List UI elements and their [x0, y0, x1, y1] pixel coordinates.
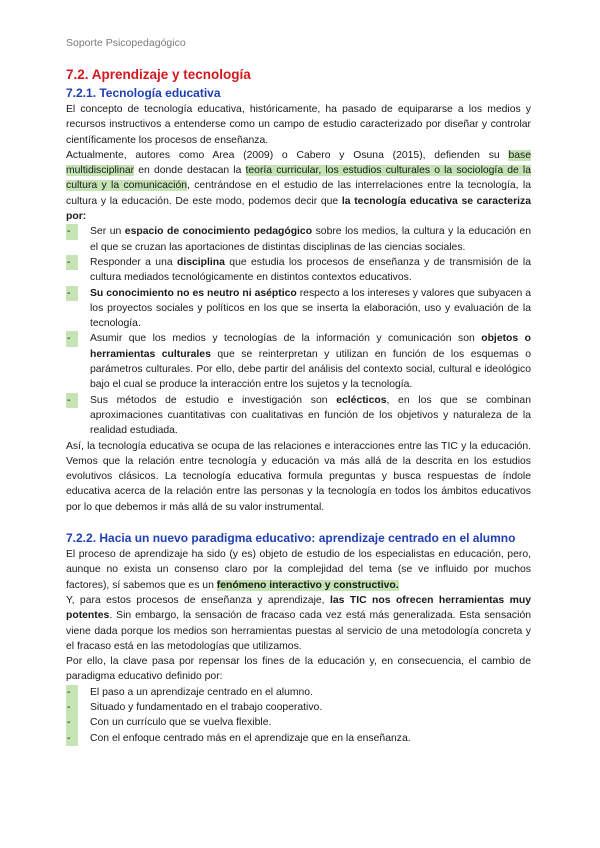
text: , en los que se combinan aproximaciones cuantitativas con cualitativas en función de los objetivos y naturaleza de la realidad estudiada.: [90, 394, 531, 437]
list-item: [66, 224, 531, 255]
text: sobre los medios, la cultura y la educación en el que se cruzan las aportaciones de distintas disciplinas de las ciencias sociales.: [90, 226, 531, 253]
dash-marker: -: [66, 224, 78, 239]
subsection-title-1: 7.2.1. Tecnología educativa: [66, 86, 221, 100]
bold-text: objetos o herramientas culturales: [90, 333, 531, 360]
bold-text: eclécticos: [336, 394, 387, 406]
dash-marker: -: [66, 286, 78, 301]
paragraph-tic-education: Así, la tecnología educativa se ocupa de las relaciones e interacciones entre las TIC y la educación. Vemos que la relación entre tecnología y educación va más allá de la descrita en los estudios evolutivos clásicos. La tecnología educativa formula preguntas y busca respuestas de índole educativa acerca de la relación entre las personas y la tecnología en todos los ámbitos educativos por lo que debemos ir más allá de su valor instrumental.: [66, 440, 531, 513]
list-item: [66, 393, 531, 439]
text: . Sin embargo, la sensación de fracaso cada vez está más generalizada. Esta sensación viene dada porque los medios son herramientas puestas al servicio de una metodología concreta y el fracaso está en las metodologías que utilizamos.: [66, 610, 531, 652]
paragraph-authors: [66, 148, 531, 224]
list-item: [66, 715, 531, 730]
text: , centrándose en el estudio de las interrelaciones entre la tecnología, la cultura y la educación. De este modo, podemos decir que: [66, 180, 531, 207]
paragraph-tic-tools: [66, 593, 531, 654]
highlight-multidisciplinar: base multidisciplinar: [66, 149, 531, 177]
dash-marker: -: [66, 731, 78, 746]
text: respecto a los intereses y valores que subyacen a los proyectos sociales y políticos en los que se inserta la elaboración, uso y evaluación de la tecnología.: [90, 287, 532, 330]
text: en donde destacan la: [134, 165, 246, 177]
text: Responder a una: [90, 256, 177, 268]
dash-marker: -: [66, 331, 78, 346]
list-item: [66, 731, 531, 746]
paradigm-list: [66, 685, 531, 746]
text: Ser un: [90, 226, 125, 238]
section-title: 7.2. Aprendizaje y tecnología: [66, 67, 251, 82]
bold-text: Su conocimiento no es neutro ni aséptico: [90, 287, 297, 299]
text: Actualmente, autores como Area (2009) o Cabero y Osuna (2015), defienden su: [66, 149, 509, 161]
list-item: [66, 685, 531, 700]
bold-characterized: la tecnología educativa se caracteriza por:: [66, 195, 531, 223]
text: Situado y fundamentado en el trabajo cooperativo.: [90, 701, 323, 713]
highlight-interactive-constructive: fenómeno interactivo y constructivo.: [216, 579, 399, 591]
dash-marker: -: [66, 255, 78, 270]
paragraph-learning-process: [66, 547, 531, 593]
bold-tic-tools: las TIC nos ofrecen herramientas muy potentes: [66, 594, 531, 622]
text: Con el enfoque centrado más en el aprendizaje que en la enseñanza.: [90, 732, 411, 744]
text: que estudia los procesos de enseñanza y de transmisión de la cultura mediados tecnológicamente en distintos contextos educativos.: [90, 256, 531, 284]
text: Con un currículo que se vuelva flexible.: [90, 717, 272, 729]
page-header: Soporte Psicopedagógico: [66, 37, 186, 49]
dash-marker: -: [66, 685, 78, 700]
characteristics-list: [66, 224, 531, 438]
text: Asumir que los medios y tecnologías de la información y comunicación son: [90, 333, 482, 345]
bold-text: espacio de conocimiento pedagógico: [124, 226, 313, 238]
text: que se reinterpretan y utilizan en función de los esquemas o parámetros culturales. Por ello, debe partir del análisis del contexto social, cultural e ideológico bajo el cual se produce la interacción entre los sujetos y la tecnología.: [90, 348, 531, 391]
list-item: [66, 255, 531, 286]
list-item: [66, 700, 531, 715]
subsection-title-2: 7.2.2. Hacia un nuevo paradigma educativo: aprendizaje centrado en el alumno: [66, 531, 516, 546]
paragraph-concept: El concepto de tecnología educativa, históricamente, ha pasado de equipararse a los medios y recursos instructivos a entenderse como un campo de estudio caracterizado por diseñar y controlar científicamente los procesos de enseñanza.: [66, 104, 531, 146]
paragraph-paradigm: Por ello, la clave pasa por repensar los fines de la educación y, en consecuencia, el cambio de paradigma educativo definido por:: [66, 656, 531, 683]
text: Y, para estos procesos de enseñanza y aprendizaje,: [66, 594, 330, 606]
text: El proceso de aprendizaje ha sido (y es) objeto de estudio de los especialistas en educación, pero, aunque no exista un consenso claro por la complejidad del tema (se ve influido por muchos factores), sí sabemos que es un: [66, 549, 531, 591]
text: El paso a un aprendizaje centrado en el alumno.: [90, 686, 313, 698]
bold-text: disciplina: [177, 256, 225, 268]
text: Sus métodos de estudio e investigación son: [90, 394, 337, 406]
dash-marker: -: [66, 393, 78, 408]
list-item: [66, 286, 531, 332]
list-item: [66, 331, 531, 392]
highlight-theories: teoría curricular, los estudios culturales o la sociología de la cultura y la comunicación: [66, 165, 532, 192]
dash-marker: -: [66, 715, 78, 730]
page-content: [66, 67, 531, 746]
dash-marker: -: [66, 700, 78, 715]
